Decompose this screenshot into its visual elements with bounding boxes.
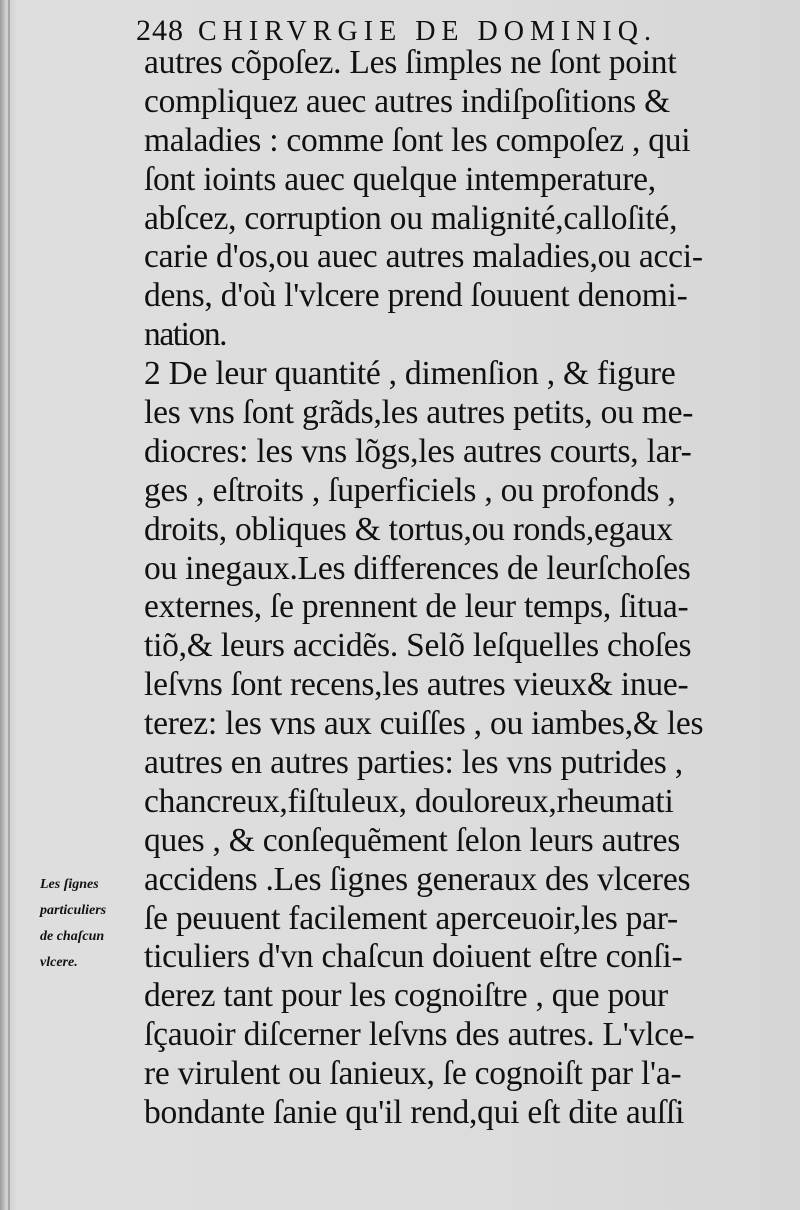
text-line: 2 De leur quantité , dimenſion , & figure <box>144 355 676 393</box>
text-line: leſvns ſont recens,les autres vieux& inue- <box>144 666 689 704</box>
text-line: autres en autres parties: les vns putrides , <box>144 744 683 782</box>
page-number: 248 <box>136 14 184 47</box>
text-line: maladies : comme ſont les compoſez , qui <box>144 121 691 159</box>
page-gutter <box>8 0 10 1210</box>
text-line: ques , & conſequẽment ſelon leurs autres <box>144 821 681 859</box>
margin-note <box>40 872 150 976</box>
text-line: accidens .Les ſignes generaux des vlceres <box>144 860 691 898</box>
text-line: externes, ſe prennent de leur temps, ſitua- <box>144 588 689 626</box>
margin-note-line: particuliers <box>40 903 107 918</box>
text-line: re virulent ou ſanieux, ſe cognoiſt par l'a- <box>144 1055 682 1093</box>
text-line: diocres: les vns lõgs,les autres courts, lar- <box>144 432 692 470</box>
text-line: autres cõpoſez. Les ſimples ne ſont point <box>144 44 677 81</box>
margin-note-line: vlcere. <box>40 955 78 970</box>
text-line: nation. <box>144 316 227 354</box>
text-line: derez tant pour les cognoiſtre , que pour <box>144 977 668 1015</box>
text-line: carie d'os,ou auec autres maladies,ou acci- <box>144 238 703 276</box>
main-text <box>144 44 744 1133</box>
text-line: ſe peuuent facilement aperceuoir,les par- <box>144 899 678 937</box>
running-header <box>136 14 657 48</box>
margin-note-line: Les ſignes <box>40 877 99 892</box>
text-line: ticuliers d'vn chaſcun doiuent eſtre conſi- <box>144 938 683 976</box>
text-line: terez: les vns aux cuiſſes , ou iambes,& les <box>144 705 704 743</box>
text-line: ſçauoir diſcerner leſvns des autres. L'vlce- <box>144 1016 695 1054</box>
text-line: ſont ioints auec quelque intemperature, <box>144 160 656 198</box>
text-line: compliquez auec autres indiſpoſitions & <box>144 82 670 120</box>
text-line: ges , eſtroits , ſuperficiels , ou profonds , <box>144 471 676 509</box>
text-line: bondante ſanie qu'il rend,qui eſt dite auſſi <box>144 1094 685 1132</box>
running-title: CHIRVRGIE DE DOMINIQ. <box>198 16 657 47</box>
text-line: ou inegaux.Les differences de leurſchoſes <box>144 549 691 587</box>
margin-note-line: de chaſcun <box>40 929 105 944</box>
text-line: droits, obliques & tortus,ou ronds,egaux <box>144 510 673 548</box>
text-line: abſcez, corruption ou malignité,calloſité, <box>144 199 678 237</box>
text-line: dens, d'où l'vlcere prend ſouuent denomi- <box>144 277 688 315</box>
text-line: les vns ſont grãds,les autres petits, ou me- <box>144 394 694 432</box>
text-line: chancreux,fiſtuleux, douloreux,rheumati <box>144 782 674 820</box>
text-line: tiõ,& leurs accidẽs. Selõ leſquelles choſes <box>144 627 692 665</box>
